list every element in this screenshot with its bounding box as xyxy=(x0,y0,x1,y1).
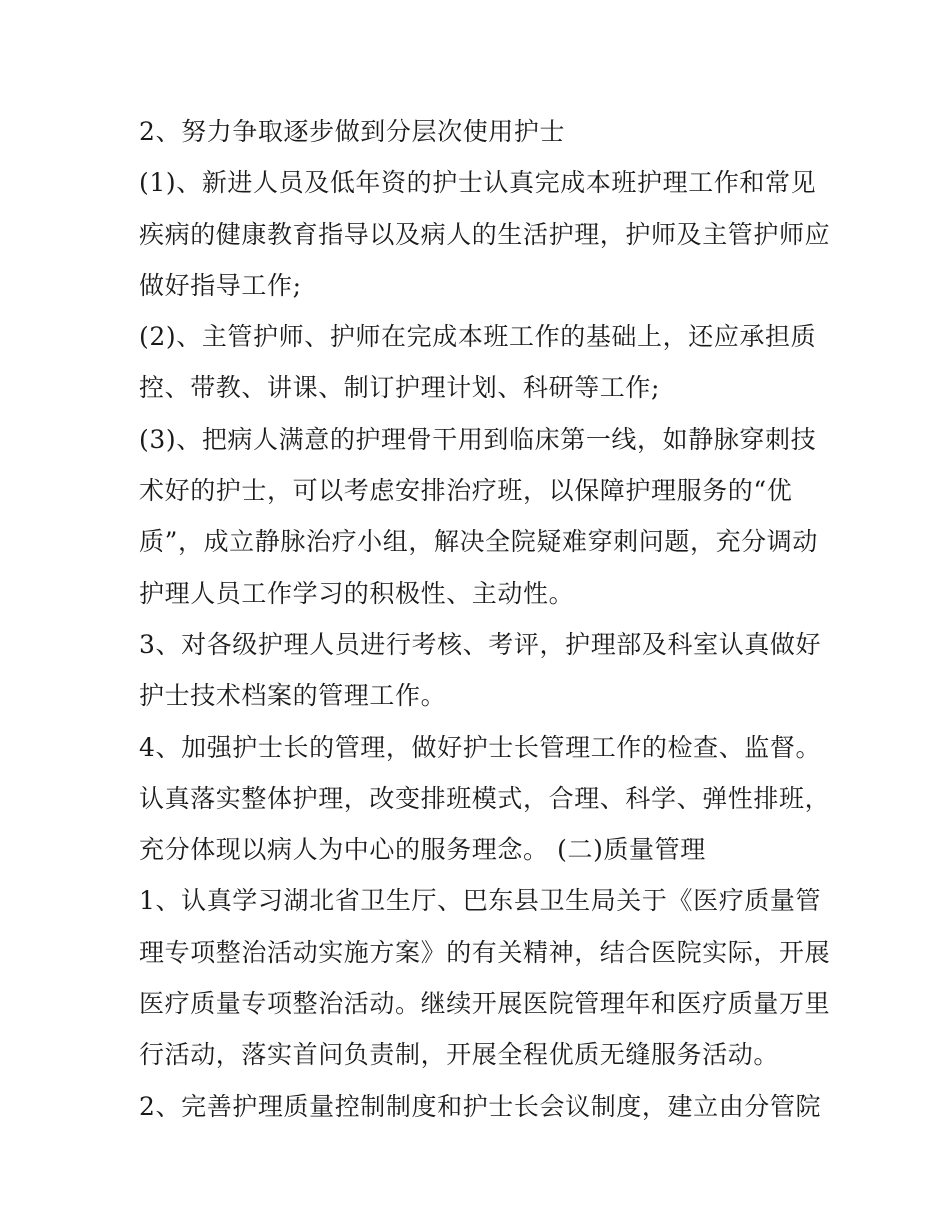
text-line: 1、认真学习湖北省卫生厅、巴东县卫生局关于《医疗质量管 xyxy=(139,886,822,916)
text-line: 3、对各级护理人员进行考核、考评，护理部及科室认真做好 xyxy=(139,629,822,659)
text-line: 4、加强护士长的管理，做好护士长管理工作的检查、监督。 xyxy=(139,732,822,762)
text-line: 做好指导工作; xyxy=(139,270,302,300)
text-line: (1)、新进人员及低年资的护士认真完成本班护理工作和常见 xyxy=(139,168,817,198)
text-line: 护士技术档案的管理工作。 xyxy=(139,681,447,711)
text-line: (2)、主管护师、护师在完成本班工作的基础上，还应承担质 xyxy=(139,322,817,352)
text-line: 2、努力争取逐步做到分层次使用护士 xyxy=(139,117,566,146)
text-line: 理专项整治活动实施方案》的有关精神，结合医院实际，开展 xyxy=(139,937,831,967)
text-line: 行活动，落实首问负责制，开展全程优质无缝服务活动。 xyxy=(139,1040,780,1070)
text-line: 2、完善护理质量控制制度和护士长会议制度，建立由分管院 xyxy=(139,1091,822,1121)
text-line: 术好的护士，可以考虑安排治疗班，以保障护理服务的“优 xyxy=(139,476,793,506)
text-line: 医疗质量专项整治活动。继续开展医院管理年和医疗质量万里 xyxy=(139,989,831,1019)
text-line: 充分体现以病人为中心的服务理念。 (二)质量管理 xyxy=(139,835,706,865)
text-line: 控、带教、讲课、制订护理计划、科研等工作; xyxy=(139,373,661,403)
text-line: 疾病的健康教育指导以及病人的生活护理，护师及主管护师应 xyxy=(139,219,831,249)
text-line: (3)、把病人满意的护理骨干用到临床第一线，如静脉穿刺技 xyxy=(139,424,817,454)
text-line: 认真落实整体护理，改变排班模式，合理、科学、弹性排班， xyxy=(139,783,831,813)
text-line: 护理人员工作学习的积极性、主动性。 xyxy=(139,578,575,608)
document-body xyxy=(139,106,831,1132)
text-line: 质”，成立静脉治疗小组，解决全院疑难穿刺问题，充分调动 xyxy=(139,527,818,557)
